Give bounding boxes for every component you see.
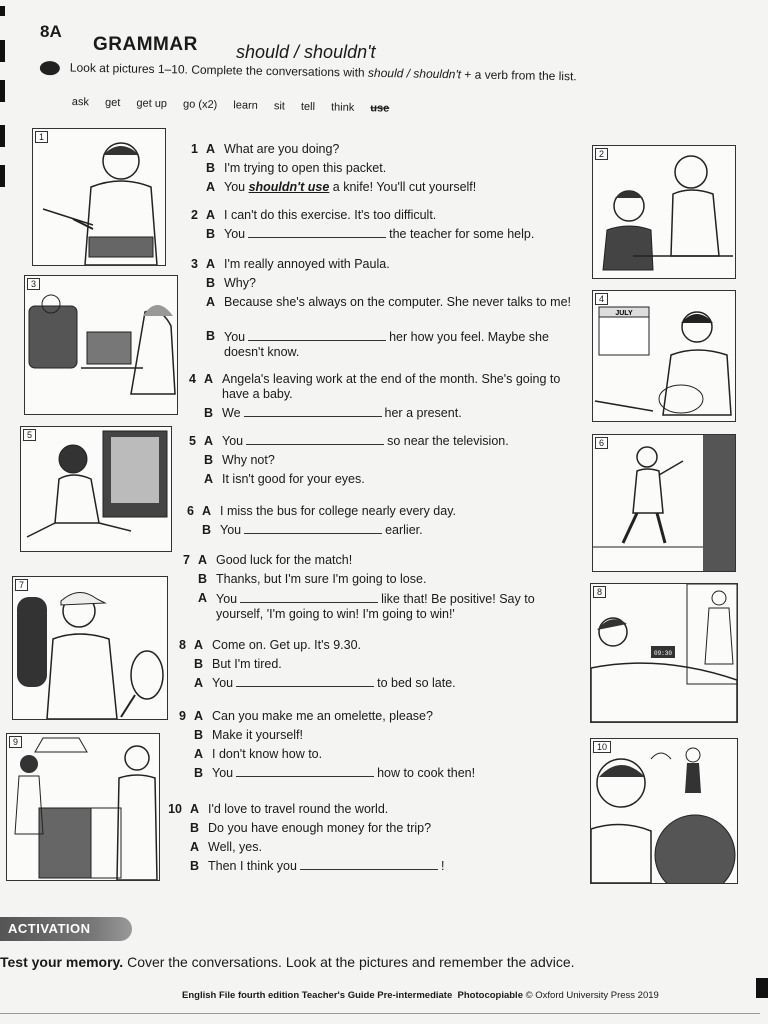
picture-number: 6 [595,437,608,449]
pregnant-woman-illustration [593,291,735,421]
boy-dreaming-of-travel-illustration [591,739,737,883]
picture-number: 1 [35,131,48,143]
boy-with-knife-illustration [33,129,165,265]
word-think: think [330,101,355,114]
scan-edge-mark [0,40,5,62]
word-get: get [104,96,121,110]
word-ask: ask [71,96,90,109]
picture-1 [32,128,166,266]
picture-number: 5 [23,429,36,441]
section-title: GRAMMAR [93,34,198,55]
picture-7 [12,576,168,720]
picture-4 [592,290,736,422]
answer-blank[interactable] [244,405,382,417]
picture-number: 7 [15,579,28,591]
boy-with-tennis-racket-illustration [13,577,167,719]
word-get-up: get up [136,97,168,110]
alarm-clock-display: 09:30 [653,650,673,657]
word-go: go (x2) [182,98,218,112]
picture-6 [592,434,736,572]
picture-10 [590,738,738,884]
scan-edge-mark [0,125,5,147]
answer-blank[interactable] [240,591,378,603]
girl-near-tv-illustration [21,427,171,551]
page-corner-tab [756,978,768,998]
example-answer: shouldn't use [248,180,330,194]
dialogue-4: 4 A Angela's leaving work at the end of the month. She's going to have a baby. B We her a present. [189,372,561,420]
picture-3 [24,275,178,415]
unit-number: 8A [40,22,62,41]
word-list [72,96,403,115]
activation-badge: ACTIVATION [0,917,132,941]
answer-blank[interactable] [246,433,384,445]
boy-in-bed-illustration [591,584,737,722]
answer-blank[interactable] [236,765,374,777]
picture-number: 10 [593,741,611,753]
instruction: Look at pictures 1–10. Complete the conversations with should / shouldn't + a verb from the list. [40,60,577,84]
worksheet-page: 8A GRAMMAR should / shouldn't Look at pictures 1–10. Complete the conversations with should / shouldn't + a verb from the list. ask get get up go (x2) learn sit tell think use 1 2 3 4 JULY 5 6 7 8 09:30 9 10 1 A What are you doing? B I'm trying to open this packet. A You shouldn't use a knife! You'll cut yourself! 2 A I can't do this exercise. It's too difficult. B You the teacher for some help. 3 A I'm really annoyed with Paula. B Why? A Because she's always on the computer. She never talks to me! B You her how you feel. Maybe she doesn't know. 4 A Angela's leaving work at the end of the month. She's going to have a baby. B We her a present. 5 A You so near the television. B Why not? A It isn't good for your eyes. 6 A I miss the bus for college nearly every day. B You earlier. 7 A Good luck for the match! B Thanks, but I'm sure I'm going to lose. A You like that! Be positive! Say to yourself, 'I'm going to win! I'm going to win!' 8 A Come on. Get up. It's 9.30. B But I'm tired. A You to bed so late. 9 A Can you make me an omelette, please? B Make it yourself! A I don't know how to. B You how to cook then! 10 A I'd love to travel round the world. B Do you have enough money for the trip? A Well, yes. B Then I think you ! ACTIVATION Test your memory. Cover the conversations. Look at the pictures and remember the advice. English File fourth edition Teacher's Guide Pre-intermediate Photocopiable © Oxford University Press 2019 [0,0,768,1024]
picture-9 [6,733,160,881]
answer-blank[interactable] [236,675,374,687]
dialogue-7: 7 A Good luck for the match! B Thanks, but I'm sure I'm going to lose. A You like that! Be positive! Say to yourself, 'I'm going to win! I'm going to win!' [183,553,535,621]
picture-number: 8 [593,586,606,598]
picture-8 [590,583,738,723]
kitchen-cooking-illustration [7,734,159,880]
answer-blank[interactable] [248,329,386,341]
picture-number: 9 [9,736,22,748]
grammar-topic: should / shouldn't [236,42,376,62]
bullet-icon [40,61,60,75]
activation-instruction: Test your memory. Cover the conversations. Look at the pictures and remember the advice. [0,954,575,970]
answer-blank[interactable] [248,226,386,238]
scan-edge-mark [0,6,5,16]
picture-2 [592,145,736,279]
student-running-for-bus-illustration [593,435,735,571]
word-tell: tell [300,100,316,114]
dialogue-3: 3 A I'm really annoyed with Paula. B Why? A Because she's always on the computer. She never talks to me! B You her how you feel. Maybe she doesn't know. [191,257,572,359]
footer-divider [0,1013,760,1014]
picture-number: 4 [595,293,608,305]
word-use-crossed: use [370,102,390,115]
picture-number: 3 [27,278,40,290]
student-and-woman-illustration [593,146,735,278]
answer-blank[interactable] [244,522,382,534]
answer-blank[interactable] [300,858,438,870]
scan-edge-mark [0,80,5,102]
word-sit: sit [273,100,286,113]
footer-credit: English File fourth edition Teacher's Guide Pre-intermediate Photocopiable © Oxford University Press 2019 [182,990,659,1001]
picture-5 [20,426,172,552]
picture-number: 2 [595,148,608,160]
calendar-month: JULY [615,310,633,317]
scan-edge-mark [0,165,5,187]
word-learn: learn [233,99,258,112]
girl-at-computer-illustration [25,276,177,414]
